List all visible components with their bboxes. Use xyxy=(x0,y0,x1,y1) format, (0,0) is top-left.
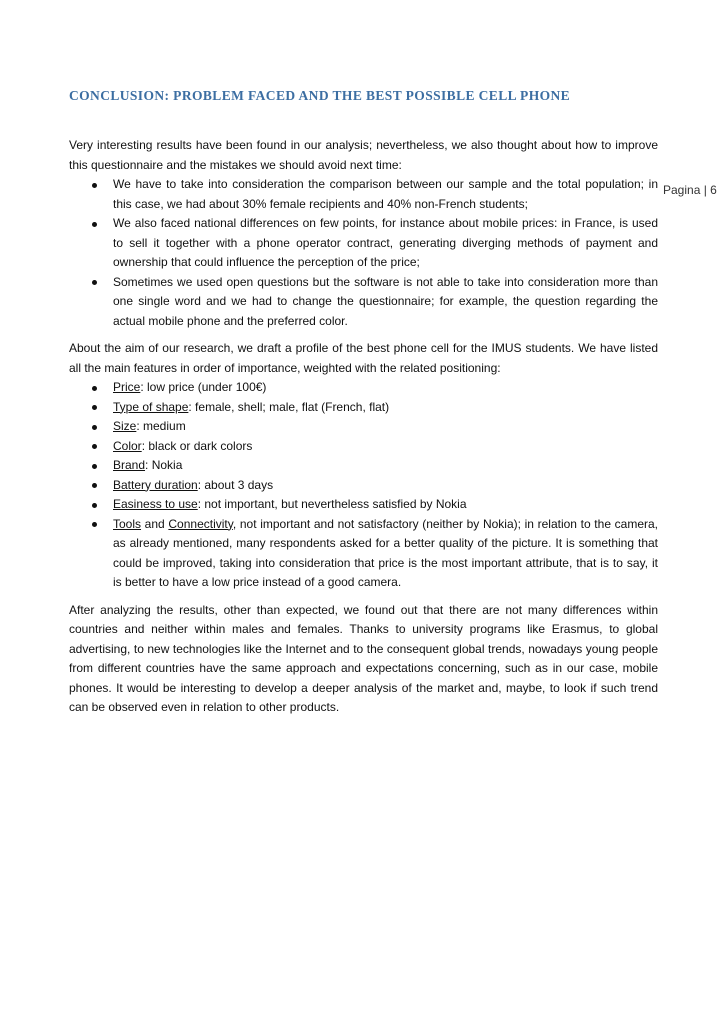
list-item xyxy=(113,495,658,515)
list-item-text: We have to take into consideration the comparison between our sample and the total population; in this case, we had about 30% female recipients and 40% non-French students; xyxy=(113,177,658,211)
feature-text: : Nokia xyxy=(145,458,183,472)
list-item-text: We also faced national differences on few points, for instance about mobile prices: in France, is used to sell it together with a phone operator contract, generating diverging methods of payment and ownership that could influence the perception of the price; xyxy=(113,216,658,269)
bullet-icon xyxy=(92,425,97,430)
conclusion-paragraph: After analyzing the results, other than expected, we found out that there are not many differences within countries and neither within males and females. Thanks to university programs like Erasmus, to global advertising, to new technologies like the Internet and to the consequent global trends, nowadays young people from different countries have the same approach and expectations concerning, such as in our case, mobile phones. It would be interesting to develop a deeper analysis of the market and, maybe, to look if such trend can be observed even in relation to other products. xyxy=(69,602,658,714)
document-body xyxy=(69,86,658,718)
section-heading: CONCLUSION: PROBLEM FACED AND THE BEST POSSIBLE CELL PHONE xyxy=(69,88,571,103)
bullet-icon xyxy=(92,183,97,188)
page-number: Pagina | 6 xyxy=(663,183,717,197)
list-item xyxy=(113,417,658,437)
feature-label: Brand xyxy=(113,458,146,472)
feature-label: Tools xyxy=(113,516,142,531)
feature-label: Price xyxy=(113,380,141,394)
feature-text: : not important, but nevertheless satisfied by Nokia xyxy=(197,497,467,511)
bullet-icon xyxy=(92,405,97,410)
feature-label: Easiness to use xyxy=(113,497,198,511)
feature-text: : low price (under 100€) xyxy=(140,380,267,394)
feature-label: Color xyxy=(113,438,142,453)
bullet-icon xyxy=(92,222,97,227)
list-item xyxy=(113,437,658,457)
list-item xyxy=(113,175,658,214)
list-item xyxy=(113,515,658,593)
list-item-text: Sometimes we used open questions but the software is not able to take into consideration more than one single word and we had to change the questionnaire; for example, the question regarding the actual mobile phone and the preferred color. xyxy=(113,274,658,328)
feature-label: Battery duration xyxy=(113,477,198,492)
bullet-icon xyxy=(92,444,97,449)
bullet-icon xyxy=(92,386,97,391)
list-item xyxy=(113,378,658,398)
intro-paragraph: Very interesting results have been found in our analysis; nevertheless, we also thought about how to improve this questionnaire and the mistakes we should avoid next time: xyxy=(69,138,658,172)
list-item xyxy=(113,456,658,476)
bullet-icon xyxy=(92,464,97,469)
feature-text: , not important and not satisfactory (neither by Nokia); in relation to the camera, as already mentioned, many respondents asked for a better quality of the picture. It is something that could be improved, taking into consideration that price is the most important attribute, that is to say, it is better to have a low price instead of a good camera. xyxy=(113,516,658,589)
list-item xyxy=(113,273,658,332)
bullet-icon xyxy=(92,483,97,488)
list-item xyxy=(113,476,658,496)
aim-paragraph: About the aim of our research, we draft a profile of the best phone cell for the IMUS students. We have listed all the main features in order of importance, weighted with the related positioning: xyxy=(69,341,658,375)
feature-connector: and xyxy=(141,516,169,531)
feature-label: Connectivity xyxy=(168,516,233,531)
feature-label: Size xyxy=(113,419,137,433)
bullet-icon xyxy=(92,522,97,527)
feature-label: Type of shape xyxy=(113,399,189,414)
list-item xyxy=(113,398,658,418)
list-item xyxy=(113,214,658,273)
bullet-icon xyxy=(92,280,97,285)
feature-text: : black or dark colors xyxy=(141,438,253,453)
feature-text: : about 3 days xyxy=(197,477,274,492)
feature-text: : female, shell; male, flat (French, flat) xyxy=(188,399,390,414)
features-list xyxy=(113,378,658,593)
bullet-icon xyxy=(92,503,97,508)
feature-text: : medium xyxy=(136,419,186,433)
problems-list xyxy=(113,175,658,331)
